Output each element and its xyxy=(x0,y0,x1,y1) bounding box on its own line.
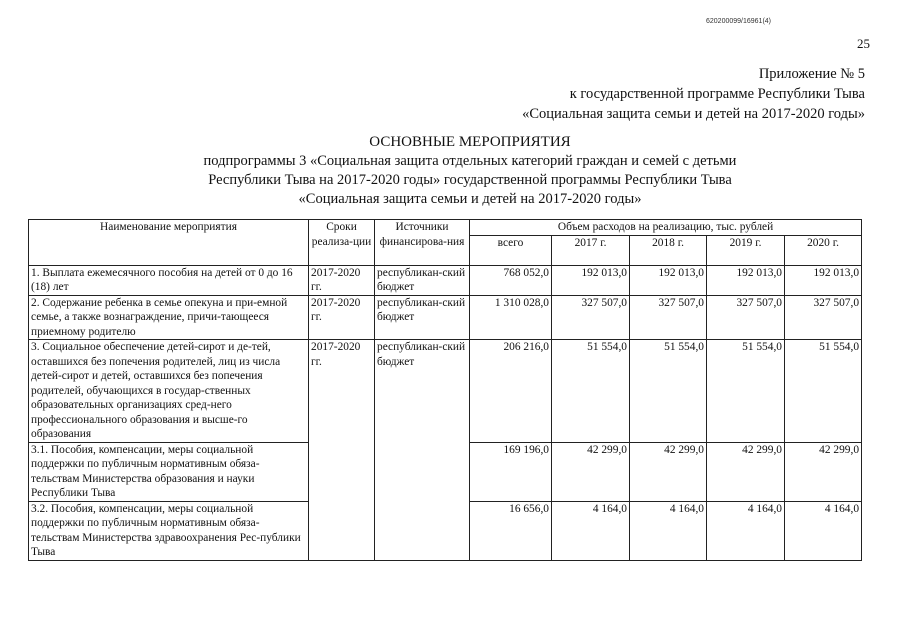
table-row xyxy=(29,340,862,443)
row-source: республикан-ский бюджет xyxy=(375,295,470,340)
appendix-line-1: Приложение № 5 xyxy=(758,66,865,82)
header-total: всего xyxy=(470,235,552,265)
row-2020: 51 554,0 xyxy=(785,340,862,443)
row-2017: 327 507,0 xyxy=(552,295,630,340)
heading-line-1: подпрограммы 3 «Социальная защита отдельных категорий граждан и семей с детьми xyxy=(203,153,737,169)
row-2018: 4 164,0 xyxy=(630,501,707,560)
row-name: 3.1. Пособия, компенсации, меры социальной поддержки по публичным нормативным обяза-тельствам Министерства образования и науки Республики Тыва xyxy=(29,442,309,501)
header-volume: Объем расходов на реализацию, тыс. рублей xyxy=(470,220,862,236)
row-total: 169 196,0 xyxy=(470,442,552,501)
row-2018: 51 554,0 xyxy=(630,340,707,443)
appendix-line-3: «Социальная защита семьи и детей на 2017-2020 годы» xyxy=(522,106,865,122)
table-row xyxy=(29,265,862,295)
table-row xyxy=(29,295,862,340)
row-2019: 192 013,0 xyxy=(707,265,785,295)
row-2018: 192 013,0 xyxy=(630,265,707,295)
document-heading xyxy=(0,133,905,209)
row-name: 2. Содержание ребенка в семье опекуна и при-емной семье, а также вознаграждение, причи-тающееся приемному родителю xyxy=(29,295,309,340)
page-number: 25 xyxy=(857,36,870,51)
row-total: 1 310 028,0 xyxy=(470,295,552,340)
header-2020: 2020 г. xyxy=(785,235,862,265)
row-2019: 4 164,0 xyxy=(707,501,785,560)
heading-line-3: «Социальная защита семьи и детей на 2017-2020 годы» xyxy=(298,191,642,207)
row-2018: 42 299,0 xyxy=(630,442,707,501)
row-name: 1. Выплата ежемесячного пособия на детей от 0 до 16 (18) лет xyxy=(29,265,309,295)
row-2020: 192 013,0 xyxy=(785,265,862,295)
row-2018: 327 507,0 xyxy=(630,295,707,340)
measures-table xyxy=(28,219,862,561)
row-total: 206 216,0 xyxy=(470,340,552,443)
row-2017: 192 013,0 xyxy=(552,265,630,295)
header-2019: 2019 г. xyxy=(707,235,785,265)
row-2020: 4 164,0 xyxy=(785,501,862,560)
row-2020: 327 507,0 xyxy=(785,295,862,340)
row-2019: 51 554,0 xyxy=(707,340,785,443)
appendix-line-2: к государственной программе Республики Тыва xyxy=(569,86,865,102)
row-2020: 42 299,0 xyxy=(785,442,862,501)
row-period: 2017-2020 гг. xyxy=(309,295,375,340)
row-name: 3.2. Пособия, компенсации, меры социальной поддержки по публичным нормативным обяза-тельствам Министерства здравоохранения Рес-публики Тыва xyxy=(29,501,309,560)
row-2017: 51 554,0 xyxy=(552,340,630,443)
document-id: 620200099/16961(4) xyxy=(706,18,772,25)
header-2018: 2018 г. xyxy=(630,235,707,265)
row-2017: 4 164,0 xyxy=(552,501,630,560)
document-title: ОСНОВНЫЕ МЕРОПРИЯТИЯ xyxy=(369,134,571,150)
header-period: Сроки реализа-ции xyxy=(309,220,375,266)
row-total: 16 656,0 xyxy=(470,501,552,560)
heading-line-2: Республики Тыва на 2017-2020 годы» государственной программы Республики Тыва xyxy=(208,172,732,188)
appendix-caption xyxy=(522,64,865,124)
header-source: Источники финансирова-ния xyxy=(375,220,470,266)
header-name: Наименование мероприятия xyxy=(29,220,309,266)
row-name: 3. Социальное обеспечение детей-сирот и де-тей, оставшихся без попечения родителей, лиц из числа детей-сирот и детей, оставшихся без попечения родителей, обучающихся в государ-ственных образовательных организациях сред-него профессионального образования и высше-го образования xyxy=(29,340,309,443)
header-row-1 xyxy=(29,220,862,236)
row-source: республикан-ский бюджет xyxy=(375,340,470,561)
row-total: 768 052,0 xyxy=(470,265,552,295)
row-2019: 327 507,0 xyxy=(707,295,785,340)
row-period: 2017-2020 гг. xyxy=(309,340,375,561)
row-2019: 42 299,0 xyxy=(707,442,785,501)
row-period: 2017-2020 гг. xyxy=(309,265,375,295)
row-2017: 42 299,0 xyxy=(552,442,630,501)
row-source: республикан-ский бюджет xyxy=(375,265,470,295)
header-2017: 2017 г. xyxy=(552,235,630,265)
